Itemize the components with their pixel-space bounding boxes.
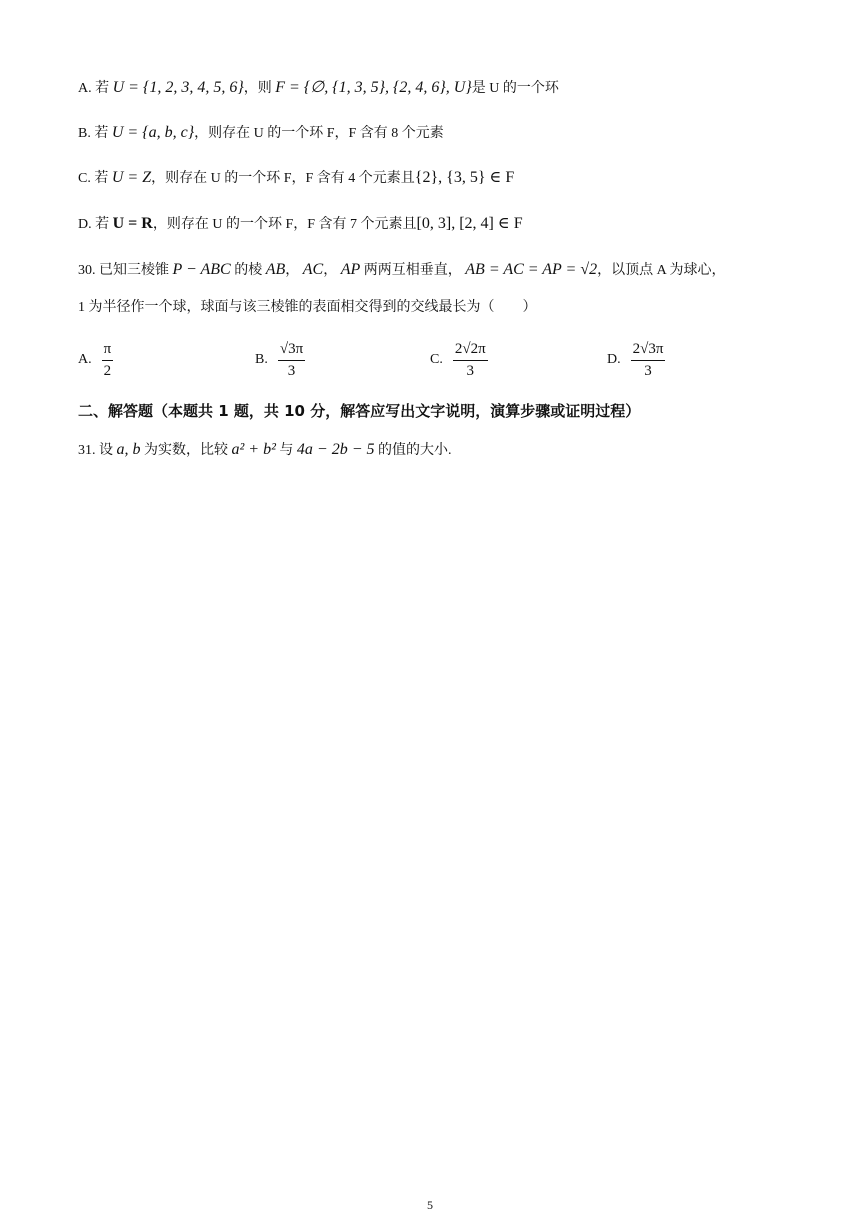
q30-text-a: 30. 已知三棱锥 xyxy=(78,263,169,278)
option-29-d-math-u: U = R xyxy=(112,215,153,232)
q30-math-equal-lengths: AB = AC = AP = √2 xyxy=(465,261,598,278)
option-29-c-math-sets: {2}, {3, 5} ∈ F xyxy=(414,169,515,186)
question-31 xyxy=(78,440,451,461)
q30-text-c: ， xyxy=(285,263,300,278)
q30-option-d-numerator: 2√3π xyxy=(631,340,666,361)
q30-option-a-fraction xyxy=(102,340,114,381)
q30-option-d-fraction xyxy=(631,340,666,381)
q30-option-a xyxy=(78,336,113,384)
question-30-line-2: 1 为半径作一个球，球面与该三棱锥的表面相交得到的交线最长为（ ） xyxy=(78,300,537,315)
q31-text-b: 为实数，比较 xyxy=(144,443,228,458)
q30-option-b-fraction xyxy=(278,340,305,381)
option-29-c-math-u: U = Z xyxy=(111,169,152,186)
option-29-a-math-f: F = {∅, {1, 3, 5}, {2, 4, 6}, U} xyxy=(275,79,472,96)
q30-text-e: 两两互相垂直， xyxy=(363,263,462,278)
q30-option-c-numerator: 2√2π xyxy=(453,340,488,361)
q31-text-d: 的值的大小. xyxy=(377,443,452,458)
q30-math-ab: AB xyxy=(265,261,286,278)
option-29-d-mid: ，则存在 U 的一个环 F，F 含有 7 个元素且 xyxy=(152,217,417,232)
option-29-a-prefix: A. 若 xyxy=(78,81,110,96)
q31-math-ab: a, b xyxy=(116,441,141,458)
q30-math-ap: AP xyxy=(340,261,361,278)
q30-option-b-denominator: 3 xyxy=(287,362,296,379)
q30-option-b-numerator: √3π xyxy=(278,340,305,361)
section-2-heading: 二、解答题（本题共 1 题，共 10 分，解答应写出文字说明，演算步骤或证明过程） xyxy=(78,402,641,420)
q30-option-c-label: C. xyxy=(430,352,443,367)
q30-text-f: ，以顶点 A 为球心， xyxy=(597,263,726,278)
option-29-b-prefix: B. 若 xyxy=(78,126,109,141)
q30-option-a-denominator: 2 xyxy=(103,362,112,379)
q30-option-b-label: B. xyxy=(255,352,268,367)
q31-math-sum-squares: a² + b² xyxy=(231,441,276,458)
option-29-d-prefix: D. 若 xyxy=(78,217,110,232)
q30-text-d: ， xyxy=(323,263,338,278)
q30-option-d-denominator: 3 xyxy=(644,362,652,379)
option-29-d xyxy=(78,214,523,235)
q30-math-pyramid: P − ABC xyxy=(172,261,231,278)
q30-option-c-fraction xyxy=(453,340,488,381)
q31-text-a: 31. 设 xyxy=(78,443,113,458)
q30-option-a-label: A. xyxy=(78,352,92,367)
q30-option-b xyxy=(255,336,305,384)
q30-option-c xyxy=(430,336,488,384)
q30-option-d-label: D. xyxy=(607,352,621,367)
option-29-a-math-u: U = {1, 2, 3, 4, 5, 6} xyxy=(112,79,244,96)
option-29-d-math-intervals: [0, 3], [2, 4] ∈ F xyxy=(416,215,523,232)
option-29-c-mid: ，则存在 U 的一个环 F，F 含有 4 个元素且 xyxy=(151,171,415,186)
option-29-a-suffix: 是 U 的一个环 xyxy=(471,81,559,96)
q30-math-ac: AC xyxy=(302,261,324,278)
option-29-a xyxy=(78,78,559,99)
option-29-a-mid: ，则 xyxy=(243,81,272,96)
q30-option-a-numerator: π xyxy=(102,340,114,361)
q30-option-c-denominator: 3 xyxy=(466,362,474,379)
q31-math-linear: 4a − 2b − 5 xyxy=(296,441,375,458)
option-29-c-prefix: C. 若 xyxy=(78,171,109,186)
question-30-line-1 xyxy=(78,260,725,281)
option-29-b-suffix: ，则存在 U 的一个环 F，F 含有 8 个元素 xyxy=(194,126,444,141)
q31-text-c: 与 xyxy=(279,443,294,458)
q30-text-b: 的棱 xyxy=(234,263,263,278)
page-number: 5 xyxy=(427,1198,433,1212)
option-29-b xyxy=(78,123,444,144)
option-29-c xyxy=(78,168,514,189)
q30-option-d xyxy=(607,336,665,384)
option-29-b-math-u: U = {a, b, c} xyxy=(111,124,195,141)
